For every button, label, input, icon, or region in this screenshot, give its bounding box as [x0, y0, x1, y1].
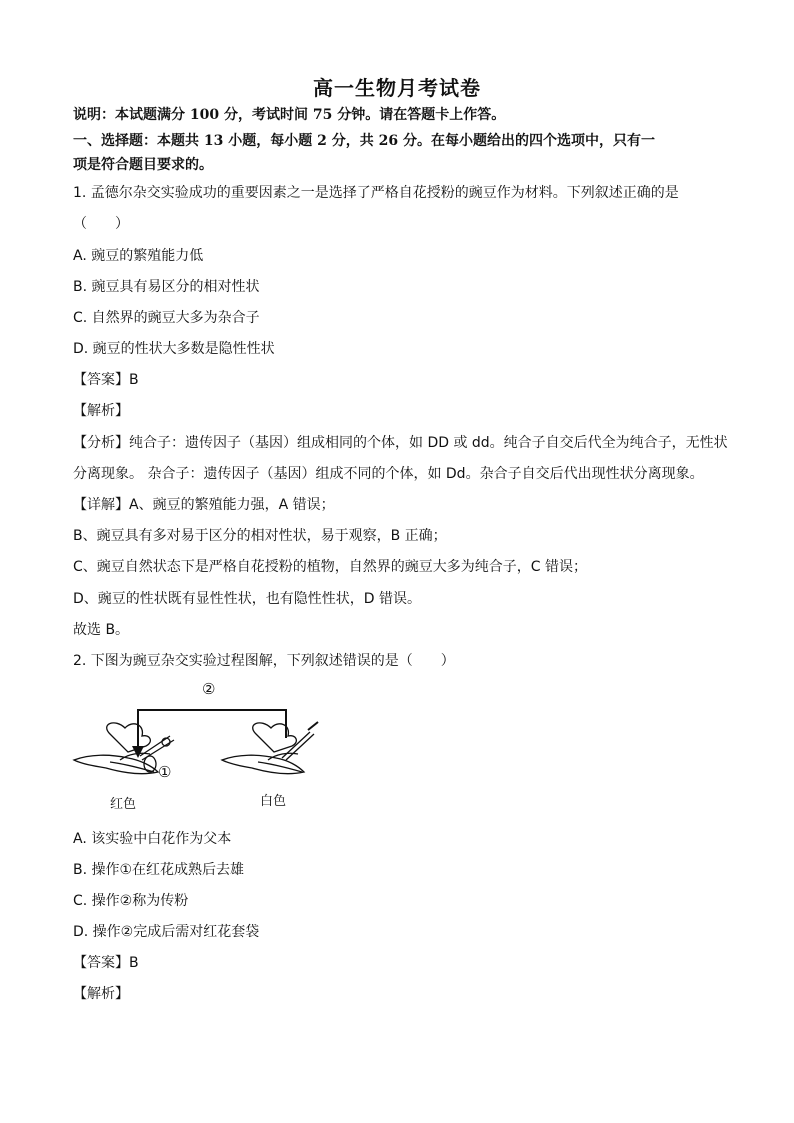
- red-flower-label: 红色: [110, 797, 137, 812]
- q2-answer: 【答案】B: [73, 955, 139, 971]
- q1-option-c: C. 自然界的豌豆大多为杂合子: [73, 310, 260, 326]
- operation-2-label: ②: [202, 680, 216, 698]
- q1-option-a: A. 豌豆的繁殖能力低: [73, 248, 204, 264]
- page-title: 高一生物月考试卷: [313, 76, 481, 100]
- q2-analysis-label: 【解析】: [73, 986, 129, 1002]
- pollination-arrow-line: [138, 710, 286, 754]
- q1-conclusion: 故选 B。: [73, 622, 130, 638]
- instructions: 说明：本试题满分 100 分，考试时间 75 分钟。请在答题卡上作答。: [73, 107, 506, 123]
- q2-option-d: D. 操作②完成后需对红花套袋: [73, 924, 260, 940]
- white-flower-label: 白色: [260, 794, 287, 809]
- white-flower-icon: [222, 722, 318, 774]
- q1-detail-line-1: 【详解】A、豌豆的繁殖能力强，A 错误；: [73, 497, 335, 513]
- q2-stem: 2. 下图为豌豆杂交实验过程图解，下列叙述错误的是（ ）: [73, 653, 455, 669]
- pea-cross-diagram: [70, 680, 330, 815]
- section-heading-line-1: 一、选择题：本题共 13 小题，每小题 2 分，共 26 分。在每小题给出的四个选项中，只有一: [73, 133, 655, 149]
- q2-option-c: C. 操作②称为传粉: [73, 893, 189, 909]
- q1-option-b: B. 豌豆具有易区分的相对性状: [73, 279, 260, 295]
- operation-1-label: ①: [158, 763, 172, 781]
- q1-detail-line-2: B、豌豆具有多对易于区分的相对性状，易于观察，B 正确；: [73, 528, 447, 544]
- q2-option-a: A. 该实验中白花作为父本: [73, 831, 232, 847]
- q2-option-b: B. 操作①在红花成熟后去雄: [73, 862, 245, 878]
- q1-stem-line-1: 1. 孟德尔杂交实验成功的重要因素之一是选择了严格自花授粉的豌豆作为材料。下列叙述正确的是: [73, 185, 679, 201]
- q1-option-d: D. 豌豆的性状大多数是隐性性状: [73, 341, 275, 357]
- q1-analysis-line-1: 【分析】纯合子：遗传因子（基因）组成相同的个体，如 DD 或 dd。纯合子自交后代全为纯合子，无性状: [73, 435, 728, 451]
- q1-answer: 【答案】B: [73, 372, 139, 388]
- q1-analysis-label: 【解析】: [73, 403, 129, 419]
- q1-analysis-line-2: 分离现象。 杂合子：遗传因子（基因）组成不同的个体，如 Dd。杂合子自交后代出现性状分离现象。: [73, 466, 704, 482]
- q1-detail-line-4: D、豌豆的性状既有显性性状，也有隐性性状，D 错误。: [73, 591, 422, 607]
- q1-detail-line-3: C、豌豆自然状态下是严格自花授粉的植物，自然界的豌豆大多为纯合子，C 错误；: [73, 559, 587, 575]
- q1-stem-line-2: （ ）: [73, 216, 129, 232]
- section-heading-line-2: 项是符合题目要求的。: [73, 157, 213, 173]
